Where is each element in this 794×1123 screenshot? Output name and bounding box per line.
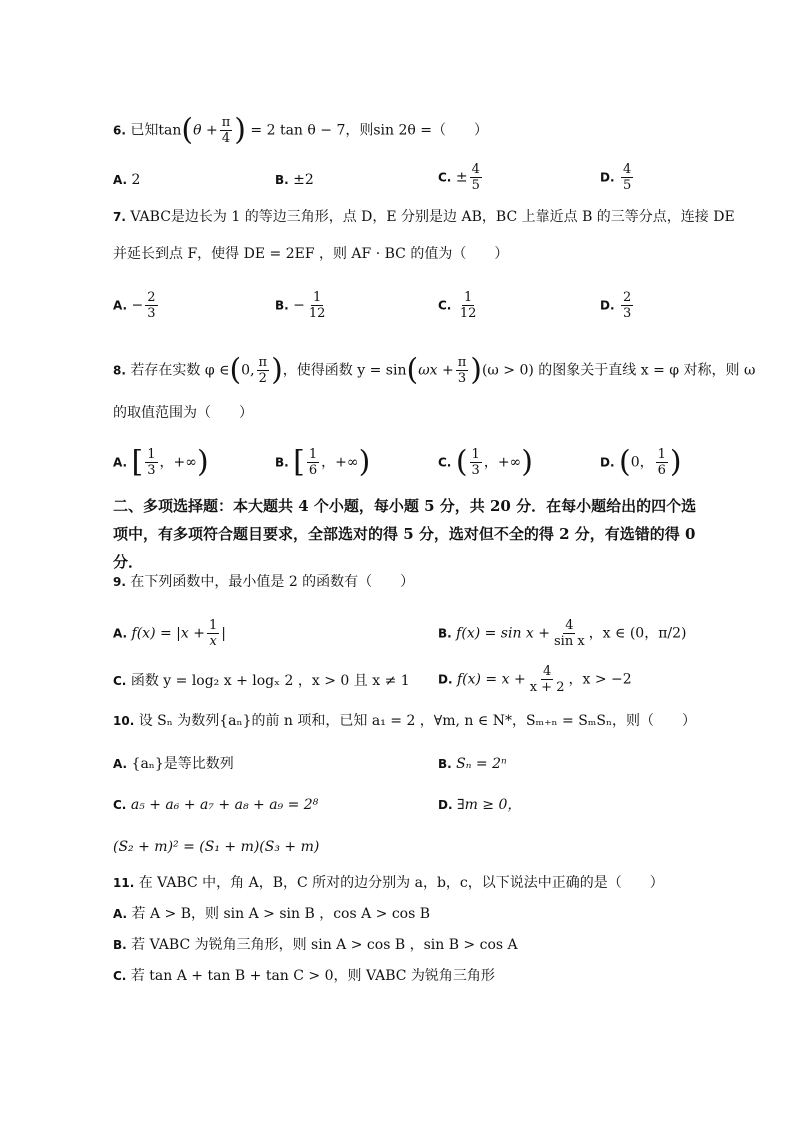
option-text-continued: (S₂ + m)² = (S₁ + m)(S₃ + m) <box>113 839 320 855</box>
fraction <box>470 447 482 478</box>
option-text: Sₙ = 2ⁿ <box>456 756 507 772</box>
denominator: 3 <box>457 371 467 386</box>
denominator: 4 <box>221 131 231 146</box>
fraction <box>307 290 328 321</box>
fraction-pi-4 <box>220 115 233 146</box>
denominator: 6 <box>657 463 666 478</box>
question-6 <box>113 112 713 148</box>
numerator: π <box>457 355 467 370</box>
interval-tail: ，+∞ <box>321 454 359 471</box>
question-number: 7. <box>113 210 126 224</box>
right-bracket: ) <box>358 444 371 480</box>
denominator: 12 <box>459 306 477 321</box>
fraction-pi-2 <box>257 355 270 386</box>
option-b[interactable] <box>275 170 314 190</box>
option-c[interactable] <box>438 444 533 480</box>
question-number: 11. <box>113 876 135 890</box>
option-text: 若 VABC 为锐角三角形，则 sin A > cos B ，sin B > cos A <box>131 937 518 953</box>
numerator: 1 <box>308 447 318 462</box>
option-label: D. <box>600 455 615 470</box>
left-paren: ( <box>229 352 242 388</box>
question-stem-cond: (ω > 0) 的图象关于直线 x = φ 对称，则 ω <box>481 362 756 379</box>
option-label: D. <box>600 170 615 185</box>
option-d[interactable] <box>600 290 635 321</box>
option-label: C. <box>113 674 127 688</box>
right-paren: ) <box>234 112 246 148</box>
option-sign: − <box>131 297 144 314</box>
option-text: ±2 <box>293 172 314 188</box>
question-number: 8. <box>113 363 126 378</box>
option-label: B. <box>275 455 289 470</box>
fraction <box>470 162 482 193</box>
question-stem: 设 Sₙ 为数列{aₙ}的前 n 项和，已知 a₁ = 2 ，∀m, n ∈ N*，Sₘ₊ₙ = SₘSₙ，则（ ） <box>138 713 697 729</box>
option-label: A. <box>113 173 128 187</box>
option-d[interactable] <box>438 795 521 815</box>
left-paren: ( <box>406 352 419 388</box>
option-text: 若 A > B，则 sin A > sin B ，cos A > cos B <box>131 906 431 922</box>
fraction <box>621 162 633 193</box>
denominator: 12 <box>308 306 326 321</box>
option-d[interactable] <box>438 664 632 695</box>
question-stem-post: = 2 tan θ − 7，则sin 2θ =（ ） <box>250 122 489 139</box>
option-tail: | <box>221 625 226 642</box>
question-stem-mid: ，使得函数 y = sin <box>282 362 407 379</box>
option-b[interactable] <box>438 754 507 774</box>
option-sign: ± <box>455 169 468 186</box>
denominator: 3 <box>622 306 632 321</box>
option-label: A. <box>113 298 128 313</box>
question-stem-line-1: VABC是边长为 1 的等边三角形，点 D，E 分别是边 AB，BC 上靠近点 B 的三等分点，连接 DE <box>130 209 735 225</box>
numerator: 2 <box>622 290 632 305</box>
option-label: A. <box>113 626 128 641</box>
fraction <box>528 664 567 695</box>
option-text: 若 tan A + tan B + tan C > 0，则 VABC 为锐角三角形 <box>130 968 495 984</box>
option-c[interactable] <box>113 966 495 986</box>
numerator: 4 <box>542 664 552 679</box>
question-11 <box>113 873 713 893</box>
option-a[interactable] <box>113 444 209 480</box>
option-label: A. <box>113 455 128 470</box>
section-heading-multiple-choice: 二、多项选择题：本大题共 4 个小题，每小题 5 分，共 20 分．在每小题给出的四个选项中，有多项符合题目要求，全部选对的得 5 分，选对但不全的得 2 分，有选错的得 0 分． <box>113 497 697 571</box>
option-b[interactable] <box>275 444 371 480</box>
fraction <box>145 290 157 321</box>
question-stem-pre: 已知tan <box>130 122 182 139</box>
option-text: a₅ + a₆ + a₇ + a₈ + a₉ = 2⁸ <box>130 797 319 813</box>
question-number: 10. <box>113 714 135 728</box>
option-c[interactable] <box>438 290 480 321</box>
fraction <box>621 290 633 321</box>
right-bracket: ) <box>521 444 533 480</box>
left-bracket: [ <box>293 444 305 480</box>
question-10 <box>113 711 713 731</box>
option-a[interactable] <box>113 904 430 924</box>
option-label: B. <box>275 173 289 187</box>
option-text: f(x) = sin x + <box>456 625 551 642</box>
option-d[interactable] <box>600 162 635 193</box>
fraction-pi-3 <box>456 355 469 386</box>
option-text: 函数 y = log₂ x + logₓ 2 ，x > 0 且 x ≠ 1 <box>130 673 410 689</box>
option-a[interactable] <box>113 170 140 190</box>
numerator: 2 <box>147 290 156 305</box>
denominator: 5 <box>471 178 480 193</box>
question-9 <box>113 572 713 592</box>
numerator: 1 <box>463 290 473 305</box>
fraction <box>458 290 479 321</box>
denominator: 5 <box>622 178 632 193</box>
option-label: B. <box>438 626 452 641</box>
question-stem-pre: 若存在实数 φ ∈ <box>130 362 230 379</box>
option-c[interactable] <box>113 671 410 691</box>
numerator: 1 <box>471 447 480 462</box>
numerator: 1 <box>208 618 218 633</box>
option-label: C. <box>113 798 127 812</box>
option-a[interactable] <box>113 754 234 774</box>
theta-plus: θ + <box>193 122 218 139</box>
fraction <box>145 447 157 478</box>
left-paren: ( <box>181 112 194 148</box>
right-bracket: ) <box>196 444 209 480</box>
right-paren: ) <box>470 352 482 388</box>
question-stem-line-2: 的取值范围为（ ） <box>113 405 253 421</box>
question-7 <box>113 207 735 227</box>
question-stem: 在 VABC 中，角 A，B，C 所对的边分别为 a，b，c，以下说法中正确的是（ ） <box>138 875 664 891</box>
option-label: C. <box>438 455 452 470</box>
option-b[interactable] <box>438 618 687 649</box>
interval-head: 0， <box>630 454 654 471</box>
question-7-line-2 <box>113 244 713 264</box>
fraction <box>656 447 668 478</box>
option-text: ∃m ≥ 0， <box>456 797 522 813</box>
numerator: 1 <box>313 290 322 305</box>
fraction <box>207 618 219 649</box>
option-b[interactable] <box>275 290 329 321</box>
option-text: 2 <box>131 172 141 188</box>
option-label: D. <box>438 798 453 812</box>
question-stem: 在下列函数中，最小值是 2 的函数有（ ） <box>130 574 415 590</box>
option-text: f(x) = x + <box>456 671 526 688</box>
question-8: 8. 若存在实数 φ ∈(0, $\frac{\pi}{2}$ )，使得函数 y = sin(ωx + $\frac{\pi}{3}$ )(ω > 0) 的图象关于直线 x = φ 对称，则 ω <box>113 352 756 388</box>
option-label: C. <box>113 969 127 983</box>
option-d[interactable] <box>600 444 682 480</box>
numerator: 1 <box>657 447 666 462</box>
denominator: sin x <box>554 634 585 649</box>
numerator: 4 <box>471 162 480 177</box>
denominator: 6 <box>308 463 318 478</box>
option-label: D. <box>600 298 615 313</box>
option-sign: − <box>293 297 305 314</box>
numerator: π <box>221 115 231 130</box>
denominator: 3 <box>471 463 480 478</box>
option-c[interactable] <box>438 162 484 193</box>
right-paren: ) <box>271 352 283 388</box>
option-label: C. <box>438 170 452 185</box>
question-stem-line-2: 并延长到点 F，使得 DE = 2EF ，则 AF · BC 的值为（ ） <box>113 246 509 262</box>
left-bracket: ( <box>455 444 468 480</box>
interval-tail: ，+∞ <box>159 454 197 471</box>
option-b[interactable] <box>113 935 518 955</box>
option-label: B. <box>113 938 127 952</box>
option-c[interactable] <box>113 795 318 815</box>
option-a[interactable] <box>113 618 226 649</box>
denominator: x <box>209 634 217 649</box>
left-bracket: [ <box>131 444 144 480</box>
option-label: A. <box>113 907 128 921</box>
option-d-continued <box>113 837 319 857</box>
option-label: A. <box>113 757 128 771</box>
denominator: x + 2 <box>529 680 565 695</box>
denominator: 3 <box>147 306 156 321</box>
question-number: 6. <box>113 123 126 138</box>
question-number: 9. <box>113 575 126 589</box>
option-text: f(x) = |x + <box>131 625 205 642</box>
option-text: {aₙ}是等比数列 <box>131 756 234 772</box>
numerator: 4 <box>622 162 632 177</box>
numerator: 1 <box>147 447 156 462</box>
option-a[interactable] <box>113 290 160 321</box>
numerator: π <box>258 355 268 370</box>
question-8-line-2 <box>113 403 713 423</box>
fraction <box>307 447 319 478</box>
interval-tail: ，+∞ <box>483 454 522 471</box>
option-label: C. <box>438 298 452 313</box>
right-bracket: ) <box>669 444 682 480</box>
fraction <box>552 618 587 649</box>
option-label: B. <box>275 298 289 313</box>
option-tail: ，x > −2 <box>568 671 632 688</box>
numerator: 4 <box>565 618 574 633</box>
denominator: 2 <box>258 371 267 386</box>
option-label: B. <box>438 757 452 771</box>
option-label: D. <box>438 672 453 687</box>
option-tail: ，x ∈ (0，π/2) <box>588 625 687 642</box>
denominator: 3 <box>147 463 156 478</box>
left-bracket: ( <box>618 444 631 480</box>
